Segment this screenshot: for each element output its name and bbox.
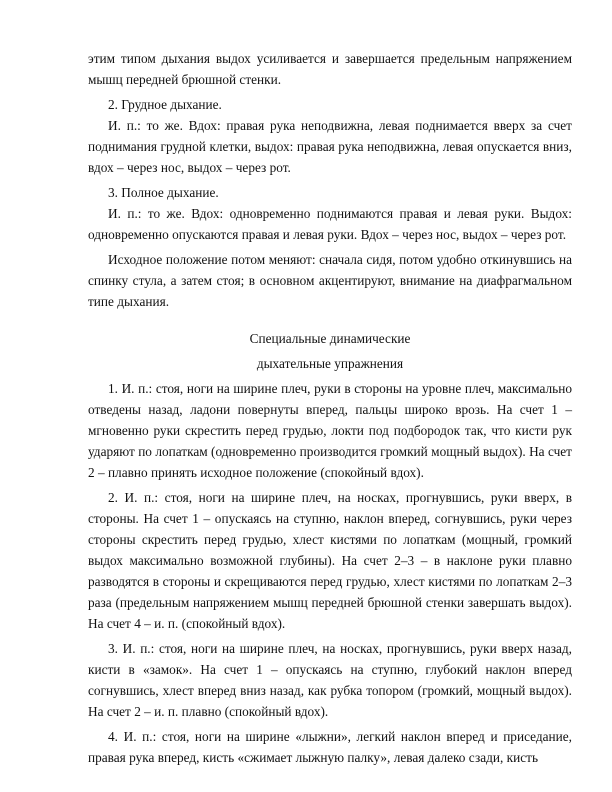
document-page bbox=[88, 48, 572, 768]
paragraph-continuation: этим типом дыхания выдох усиливается и завершается предельным напряжением мышц передней брюшной стенки. bbox=[88, 51, 572, 87]
section-2-title: 2. Грудное дыхание. bbox=[108, 97, 222, 112]
heading-line-2: дыхательные упражнения bbox=[256, 356, 404, 371]
exercise-2: 2. И. п.: стоя, ноги на ширине плеч, на носках, прогнувшись, руки вверх, в стороны. На счет 1 – опускаясь на ступню, наклон вперед, согнувшись, руки через стороны скрестить перед грудью, хлест кистями по лопаткам (мощный, громкий выдох максимально возможной глубины). На счет 2–3 – в наклоне руки плавно разводятся в стороны и скрещиваются перед грудью, хлест кистями по лопаткам 2–3 раза (предельным напряжением мышц передней брюшной стенки завершать выдох). На счет 4 – и. п. (спокойный вдох). bbox=[88, 490, 572, 631]
section-3-title: 3. Полное дыхание. bbox=[108, 185, 219, 200]
exercise-1: 1. И. п.: стоя, ноги на ширине плеч, руки в стороны на уровне плеч, максимально отведены назад, ладони повернуты вперед, пальцы широко врозь. На счет 1 – мгновенно руки скрестить перед грудью, локти под подбородок так, что кисти рук ударяют по лопаткам (одновременно производится громкий мощный выдох). На счет 2 – плавно принять исходное положение (спокойный вдох). bbox=[88, 381, 572, 480]
heading-line-1: Специальные динамические bbox=[249, 331, 411, 346]
section-3-text: И. п.: то же. Вдох: одновременно поднимаются правая и левая руки. Выдох: одновременно опускаются правая и левая руки. Вдох – через нос, выдох – через рот. bbox=[88, 206, 572, 242]
paragraph-initial-position: Исходное положение потом меняют: сначала сидя, потом удобно откинувшись на спинку стула, а затем стоя; в основном акцентируют, внимание на диафрагмальном типе дыхания. bbox=[88, 252, 572, 309]
section-2-text: И. п.: то же. Вдох: правая рука неподвижна, левая поднимается вверх за счет поднимания грудной клетки, выдох: правая рука неподвижна, левая опускается вниз, вдох – через нос, выдох – через рот. bbox=[88, 118, 572, 175]
section-heading bbox=[88, 328, 572, 374]
exercise-3: 3. И. п.: стоя, ноги на ширине плеч, на носках, прогнувшись, руки вверх назад, кисти в «замок». На счет 1 – опускаясь на ступню, глубокий наклон вперед согнувшись, хлест вперед вниз назад, как рубка топором (громкий, мощный выдох). На счет 2 – и. п. плавно (спокойный вдох). bbox=[88, 641, 572, 719]
exercise-4: 4. И. п.: стоя, ноги на ширине «лыжни», легкий наклон вперед и приседание, правая рука вперед, кисть «сжимает лыжную палку», левая далеко сзади, кисть bbox=[88, 729, 572, 765]
